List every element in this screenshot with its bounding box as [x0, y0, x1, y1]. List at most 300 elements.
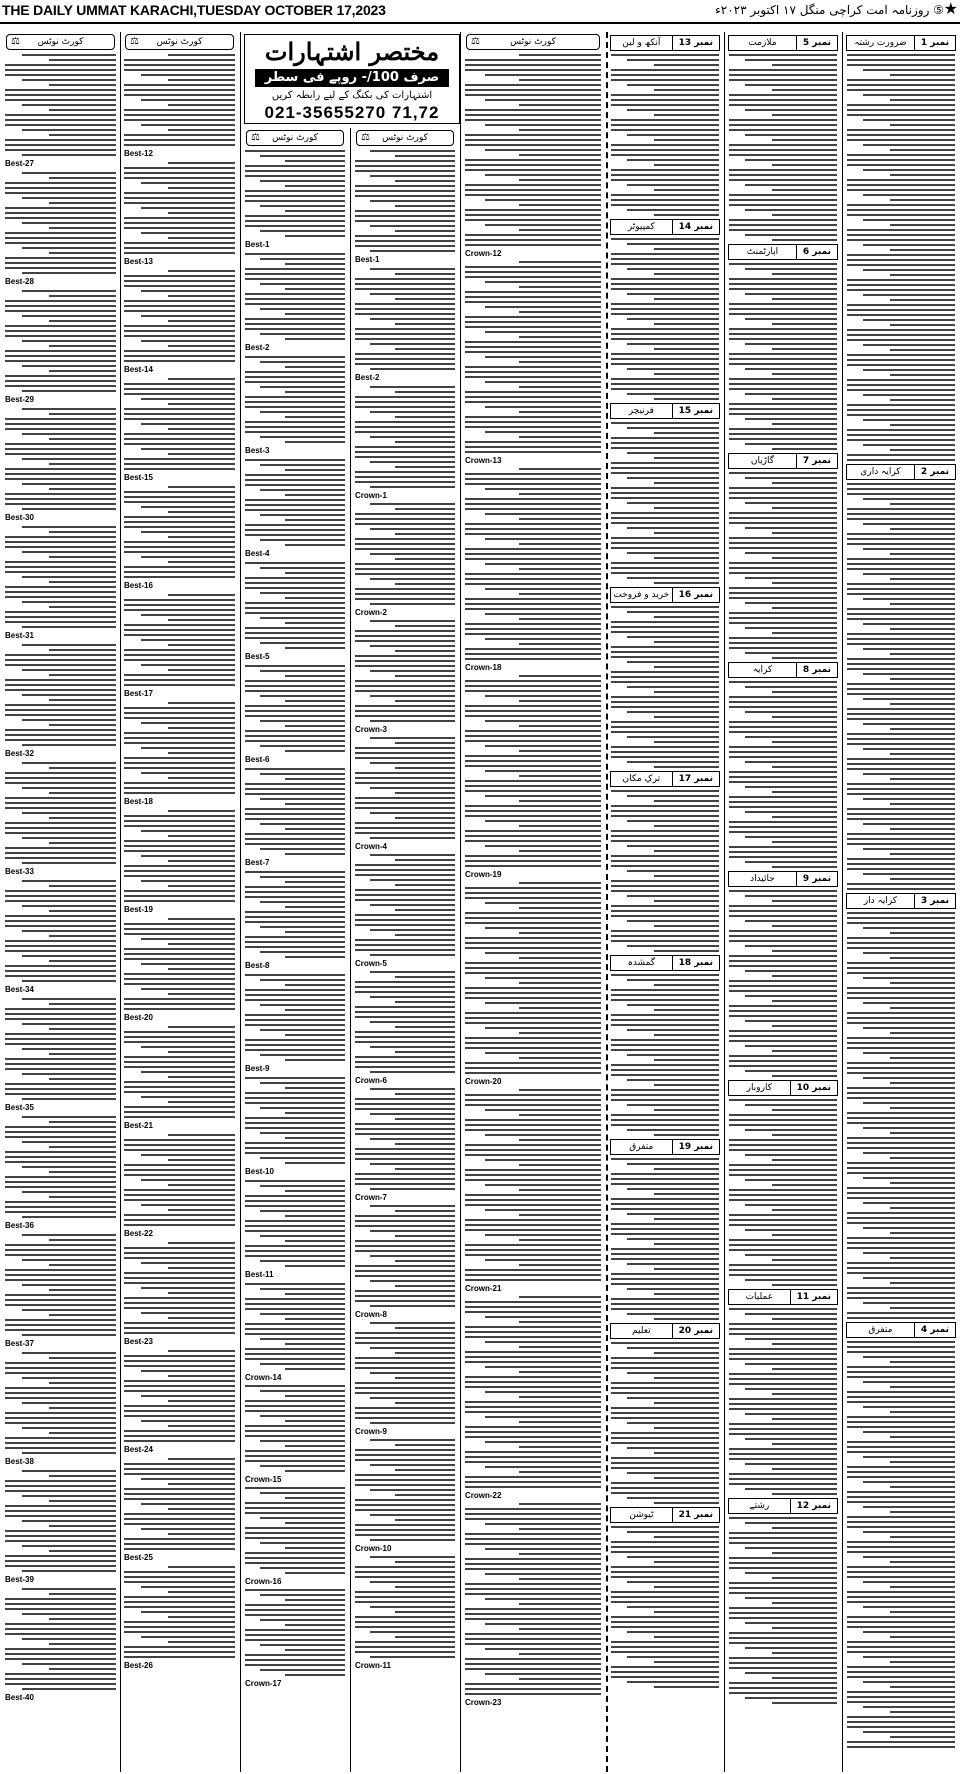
- text-line: [729, 1692, 837, 1694]
- court-notice: [124, 1458, 235, 1562]
- text-line: [729, 1682, 837, 1684]
- text-line: [355, 278, 455, 280]
- text-line: [245, 989, 345, 991]
- text-line: [847, 488, 955, 490]
- text-line: [772, 1025, 837, 1027]
- text-line: [847, 1117, 955, 1119]
- text-line: [847, 1741, 955, 1743]
- text-line: [485, 1002, 601, 1004]
- text-line: [465, 578, 601, 580]
- notice-code: Best-24: [124, 1445, 153, 1454]
- text-line: [141, 772, 235, 774]
- text-line: [519, 1114, 601, 1116]
- text-line: [5, 536, 116, 538]
- text-line: [729, 542, 837, 544]
- text-line: [485, 1134, 601, 1136]
- text-line: [285, 313, 345, 315]
- text-line: [49, 295, 116, 297]
- text-line: [465, 209, 601, 211]
- text-line: [847, 1341, 955, 1343]
- text-line: [654, 984, 719, 986]
- classified-text: [726, 263, 840, 450]
- text-line: [847, 1072, 955, 1074]
- text-line: [168, 1292, 235, 1294]
- text-line: [847, 414, 955, 416]
- text-line: [465, 1047, 601, 1049]
- text-line: [5, 1673, 116, 1675]
- text-line: [124, 1468, 235, 1470]
- text-line: [5, 1211, 116, 1213]
- notice-code: Best-10: [245, 1167, 274, 1176]
- text-line: [5, 1033, 116, 1035]
- text-line: [519, 1007, 601, 1009]
- text-line: [370, 1556, 455, 1558]
- text-line: [611, 1089, 719, 1091]
- text-line: [611, 1074, 719, 1076]
- text-line: [245, 1353, 345, 1355]
- text-line: [611, 1457, 719, 1459]
- text-line: [355, 944, 455, 946]
- text-line: [124, 310, 235, 312]
- text-line: [847, 179, 955, 181]
- text-line: [355, 406, 455, 408]
- text-line: [355, 1651, 455, 1653]
- notice-code: Crown-12: [465, 249, 502, 258]
- text-line: [611, 1203, 719, 1205]
- text-line: [370, 461, 455, 463]
- text-line: [355, 1596, 455, 1598]
- text-line: [124, 1106, 235, 1108]
- court-notice: [465, 468, 601, 672]
- text-line: [611, 1014, 719, 1016]
- text-line: [355, 1006, 455, 1008]
- text-line: [22, 1334, 116, 1336]
- text-line: [611, 1432, 719, 1434]
- text-line: [745, 184, 837, 186]
- text-line: [465, 366, 601, 368]
- text-line: [611, 805, 719, 807]
- text-line: [847, 1721, 955, 1723]
- text-line: [355, 710, 455, 712]
- text-line: [465, 690, 601, 692]
- category-number: نمبر 4: [914, 1323, 955, 1337]
- court-notice: [245, 1077, 345, 1176]
- text-line: [355, 431, 455, 433]
- text-line: [5, 704, 116, 706]
- classified-text: [726, 890, 840, 1077]
- text-line: [847, 688, 955, 690]
- text-line: [611, 512, 719, 514]
- text-line: [5, 1254, 116, 1256]
- text-line: [611, 1591, 719, 1593]
- text-line: [465, 1568, 601, 1570]
- text-line: [847, 1401, 955, 1403]
- text-line: [355, 1576, 455, 1578]
- text-line: [890, 74, 955, 76]
- text-line: [245, 1512, 345, 1514]
- text-line: [168, 1483, 235, 1485]
- notice-code: Best-33: [5, 867, 34, 876]
- notice-code: Best-30: [5, 513, 34, 522]
- text-line: [729, 124, 837, 126]
- text-line: [847, 763, 955, 765]
- gavel-icon: ⚖: [361, 132, 370, 143]
- text-line: [729, 94, 837, 96]
- text-line: [355, 1509, 455, 1511]
- text-line: [168, 943, 235, 945]
- text-line: [729, 1010, 837, 1012]
- text-line: [395, 1611, 455, 1613]
- text-line: [285, 1265, 345, 1267]
- text-line: [847, 429, 955, 431]
- text-line: [5, 1274, 116, 1276]
- text-line: [5, 262, 116, 264]
- text-line: [5, 1068, 116, 1070]
- text-line: [168, 403, 235, 405]
- text-line: [654, 557, 719, 559]
- text-line: [519, 1421, 601, 1423]
- text-line: [124, 197, 235, 199]
- text-line: [847, 758, 955, 760]
- text-line: [355, 680, 455, 682]
- text-line: [5, 305, 116, 307]
- text-line: [49, 531, 116, 533]
- text-line: [5, 1294, 116, 1296]
- text-line: [611, 1124, 719, 1126]
- text-line: [124, 1435, 235, 1437]
- text-line: [355, 1407, 455, 1409]
- text-line: [745, 552, 837, 554]
- text-line: [772, 298, 837, 300]
- text-line: [611, 1492, 719, 1494]
- category-title: کاروبار: [746, 1083, 772, 1093]
- text-line: [168, 1641, 235, 1643]
- text-line: [465, 1643, 601, 1645]
- text-line: [890, 124, 955, 126]
- text-line: [5, 1485, 116, 1487]
- text-line: [124, 1601, 235, 1603]
- text-line: [124, 875, 235, 877]
- text-line: [847, 813, 955, 815]
- column-divider: [240, 32, 241, 1772]
- text-line: [5, 503, 116, 505]
- text-line: [5, 1540, 116, 1542]
- text-line: [260, 411, 345, 413]
- text-line: [611, 1228, 719, 1230]
- text-line: [355, 1626, 455, 1628]
- text-line: [745, 1697, 837, 1699]
- urdu-date-text: روزنامہ امت کراچی منگل ۱۷ اکتوبر ۲۰۲۳ء: [715, 3, 930, 17]
- text-line: [847, 1541, 955, 1543]
- notice-list: [462, 54, 604, 1707]
- text-line: [847, 1317, 955, 1319]
- text-line: [611, 522, 719, 524]
- notice-code: Crown-3: [355, 725, 387, 734]
- text-line: [847, 608, 955, 610]
- text-line: [5, 1126, 116, 1128]
- text-line: [847, 1262, 955, 1264]
- text-line: [465, 785, 601, 787]
- text-line: [745, 209, 837, 211]
- text-line: [5, 1156, 116, 1158]
- text-line: [847, 64, 955, 66]
- text-line: [245, 225, 345, 227]
- text-line: [729, 647, 837, 649]
- text-line: [863, 1102, 955, 1104]
- text-line: [519, 1321, 601, 1323]
- text-line: [124, 1252, 235, 1254]
- text-line: [355, 1591, 455, 1593]
- text-line: [355, 777, 455, 779]
- text-line: [729, 696, 837, 698]
- text-line: [245, 1552, 345, 1554]
- text-line: [772, 582, 837, 584]
- text-line: [465, 234, 601, 236]
- text-line: [465, 1169, 601, 1171]
- text-line: [847, 843, 955, 845]
- text-line: [465, 1072, 601, 1074]
- text-line: [245, 479, 345, 481]
- text-line: [745, 577, 837, 579]
- text-line: [285, 828, 345, 830]
- text-line: [22, 719, 116, 721]
- text-line: [611, 865, 719, 867]
- text-line: [124, 222, 235, 224]
- text-line: [465, 1249, 601, 1251]
- text-line: [611, 333, 719, 335]
- text-line: [627, 293, 719, 295]
- text-line: [355, 288, 455, 290]
- text-line: [863, 1656, 955, 1658]
- text-line: [124, 526, 235, 528]
- text-line: [370, 1280, 455, 1282]
- text-line: [729, 1124, 837, 1126]
- text-line: [465, 1558, 601, 1560]
- text-line: [355, 338, 455, 340]
- text-line: [847, 329, 955, 331]
- text-line: [465, 214, 601, 216]
- text-line: [5, 257, 116, 259]
- text-line: [611, 1362, 719, 1364]
- text-line: [355, 1041, 455, 1043]
- text-line: [847, 1396, 955, 1398]
- court-notice: [355, 1322, 455, 1436]
- text-line: [465, 426, 601, 428]
- text-line: [729, 547, 837, 549]
- text-line: [627, 1447, 719, 1449]
- text-line: [124, 285, 235, 287]
- court-notice: [465, 54, 601, 258]
- text-line: [627, 661, 719, 663]
- text-line: [141, 938, 235, 940]
- text-line: [124, 355, 235, 357]
- text-line: [729, 1592, 837, 1594]
- text-line: [465, 114, 601, 116]
- text-line: [611, 1641, 719, 1643]
- text-line: [5, 739, 116, 741]
- text-line: [395, 1327, 455, 1329]
- text-line: [745, 1463, 837, 1465]
- text-line: [729, 706, 837, 708]
- text-line: [355, 894, 455, 896]
- text-line: [260, 1210, 345, 1212]
- text-line: [355, 1178, 455, 1180]
- text-line: [245, 632, 345, 634]
- text-line: [245, 1250, 345, 1252]
- text-line: [22, 880, 116, 882]
- text-line: [611, 746, 719, 748]
- text-line: [5, 621, 116, 623]
- text-line: [890, 1257, 955, 1259]
- text-line: [847, 1012, 955, 1014]
- text-line: [611, 1442, 719, 1444]
- text-line: [465, 942, 601, 944]
- text-line: [5, 310, 116, 312]
- court-notice: [245, 459, 345, 558]
- text-line: [485, 224, 601, 226]
- text-line: [772, 273, 837, 275]
- text-line: [745, 836, 837, 838]
- text-line: [465, 1269, 601, 1271]
- court-notice: [5, 644, 116, 758]
- text-line: [611, 1069, 719, 1071]
- text-line: [772, 189, 837, 191]
- text-line: [772, 1368, 837, 1370]
- text-line: [370, 1489, 455, 1491]
- text-line: [847, 1496, 955, 1498]
- text-line: [611, 1178, 719, 1180]
- text-line: [370, 1514, 455, 1516]
- text-line: [611, 517, 719, 519]
- text-line: [370, 1539, 455, 1541]
- text-line: [260, 333, 345, 335]
- text-line: [890, 424, 955, 426]
- text-line: [49, 792, 116, 794]
- text-line: [49, 649, 116, 651]
- text-line: [5, 1008, 116, 1010]
- text-line: [729, 219, 837, 221]
- text-line: [5, 1249, 116, 1251]
- text-line: [245, 170, 345, 172]
- text-line: [863, 1277, 955, 1279]
- text-line: [5, 1367, 116, 1369]
- text-line: [890, 149, 955, 151]
- text-line: [465, 608, 601, 610]
- text-line: [5, 1505, 116, 1507]
- text-line: [5, 1565, 116, 1567]
- text-line: [124, 825, 235, 827]
- text-line: [465, 1583, 601, 1585]
- text-line: [124, 604, 235, 606]
- text-line: [465, 997, 601, 999]
- text-line: [465, 1518, 601, 1520]
- text-line: [729, 149, 837, 151]
- text-line: [729, 1264, 837, 1266]
- court-notice: [124, 1566, 235, 1670]
- text-line: [465, 1326, 601, 1328]
- text-line: [245, 793, 345, 795]
- text-line: [168, 1591, 235, 1593]
- text-line: [465, 508, 601, 510]
- text-line: [729, 562, 837, 564]
- text-line: [847, 922, 955, 924]
- text-line: [22, 1284, 116, 1286]
- text-line: [245, 1405, 345, 1407]
- text-line: [49, 1357, 116, 1359]
- text-line: [847, 234, 955, 236]
- text-line: [355, 1148, 455, 1150]
- text-line: [847, 1047, 955, 1049]
- text-line: [729, 378, 837, 380]
- court-notice: [355, 1556, 455, 1670]
- text-line: [465, 815, 601, 817]
- text-line: [245, 916, 345, 918]
- text-line: [847, 1192, 955, 1194]
- text-line: [355, 802, 455, 804]
- court-notice-label: کورٹ نوٹس: [382, 133, 428, 143]
- court-notice: [124, 162, 235, 266]
- text-line: [465, 84, 601, 86]
- text-line: [465, 1456, 601, 1458]
- text-line: [890, 753, 955, 755]
- text-line: [285, 235, 345, 237]
- text-line: [355, 772, 455, 774]
- text-line: [611, 124, 719, 126]
- text-line: [395, 508, 455, 510]
- text-line: [611, 1253, 719, 1255]
- text-line: [847, 838, 955, 840]
- text-line: [370, 1439, 455, 1441]
- text-line: [355, 1459, 455, 1461]
- text-line: [5, 473, 116, 475]
- text-line: [465, 1688, 601, 1690]
- text-line: [847, 1017, 955, 1019]
- text-line: [260, 464, 345, 466]
- text-line: [260, 1082, 345, 1084]
- text-line: [245, 891, 345, 893]
- text-line: [611, 1541, 719, 1543]
- text-line: [465, 441, 601, 443]
- text-line: [49, 581, 116, 583]
- text-line: [168, 1051, 235, 1053]
- text-line: [611, 1094, 719, 1096]
- text-line: [370, 411, 455, 413]
- text-line: [355, 1484, 455, 1486]
- text-line: [465, 89, 601, 91]
- text-line: [772, 1159, 837, 1161]
- text-line: [729, 492, 837, 494]
- text-line: [124, 1360, 235, 1362]
- text-line: [355, 640, 455, 642]
- text-line: [654, 1109, 719, 1111]
- text-line: [611, 1412, 719, 1414]
- text-line: [519, 1603, 601, 1605]
- notice-code: Best-11: [245, 1270, 274, 1279]
- text-line: [5, 1151, 116, 1153]
- text-line: [5, 443, 116, 445]
- text-line: [847, 1122, 955, 1124]
- category-number: نمبر 16: [672, 588, 719, 602]
- text-line: [124, 1144, 235, 1146]
- text-line: [5, 1555, 116, 1557]
- text-line: [5, 1387, 116, 1389]
- text-line: [49, 1382, 116, 1384]
- classified-column-2: [726, 32, 840, 1772]
- text-line: [5, 945, 116, 947]
- text-line: [355, 1016, 455, 1018]
- text-line: [729, 119, 837, 121]
- text-line: [627, 1238, 719, 1240]
